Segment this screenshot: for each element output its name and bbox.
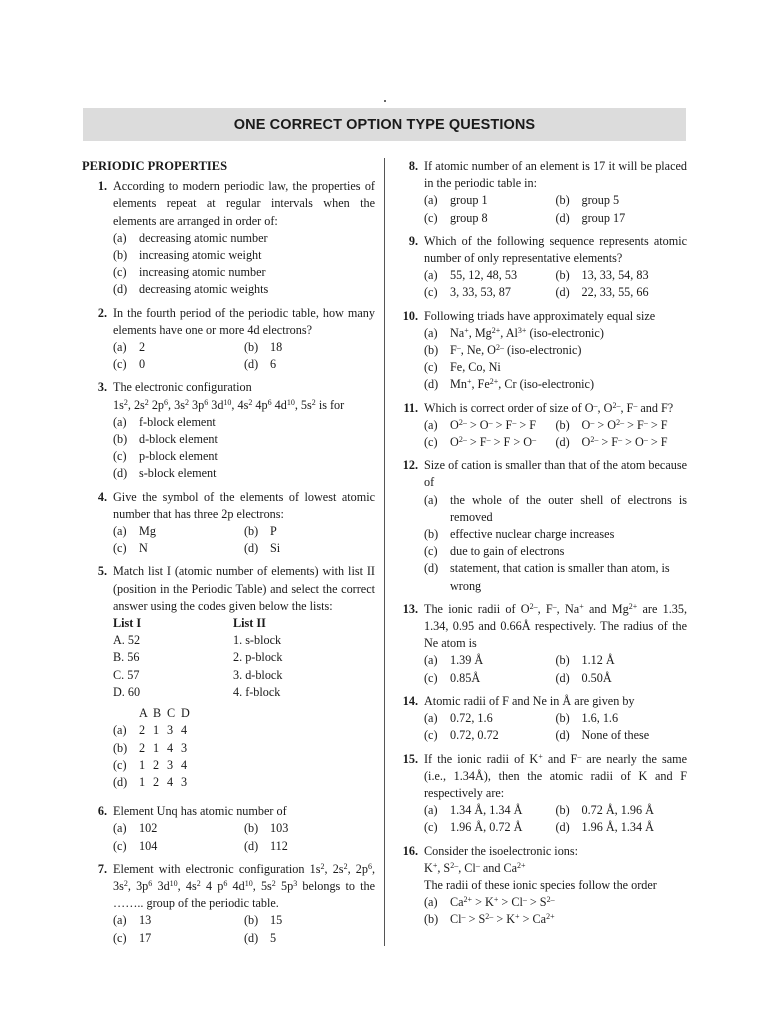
option-c[interactable]: (c) 0.85Å xyxy=(424,670,481,685)
option-d[interactable]: (d) 1.96 Å, 1.34 Å xyxy=(555,820,654,835)
option-b[interactable]: (b) 0.72 Å, 1.96 Å xyxy=(555,803,654,818)
question-number: 1. xyxy=(97,179,107,194)
question-stem: Element with electronic configuration $1s^2$, $2s^2$, $2p^6$, $3s^2$, $3p^6$ $3d^{10}$, $4s^2$ 4 $p^6$ $4d^{10}$, $5s^2$ $5p^3$ belongs to the …….. group of the periodic table. xyxy=(113,861,376,911)
question-stem-continued: The radii of these ionic species follow the order xyxy=(424,877,657,892)
question-8 xyxy=(393,158,687,227)
question-number: 13. xyxy=(402,601,418,616)
question-stem: Element Unq has atomic number of xyxy=(113,804,287,819)
option-a[interactable]: (a) 1.34 Å, 1.34 Å xyxy=(424,803,523,818)
option-a[interactable]: (a) 1.39 Å xyxy=(424,653,484,668)
option-d[interactable]: (d) Si xyxy=(244,541,281,556)
question-7 xyxy=(82,861,375,947)
option-b[interactable]: (b) 18 xyxy=(244,340,283,355)
question-stem: Which of the following sequence represents atomic number of only representative elements? xyxy=(424,233,687,266)
question-stem: The ionic radii of $O^{2-}$, F–, Na+ and $Mg^{2+}$ are 1.35, 1.34, 0.95 and 0.66Å respectively. The radius of the Ne atom is xyxy=(424,601,687,651)
option-c[interactable]: (c) p-block element xyxy=(113,449,218,464)
list-1-item: A. 52 xyxy=(113,633,141,648)
question-number: 4. xyxy=(97,489,107,504)
question-stem: The electronic configuration xyxy=(113,380,252,395)
column-divider xyxy=(384,158,385,946)
option-d[interactable]: (d) decreasing atomic weights xyxy=(113,282,269,297)
option-a[interactable]: (a) 2 xyxy=(113,340,146,355)
question-stem: If the ionic radii of K+ and F– are nearly the same (i.e., 1.34Å), then the atomic radii of K and F respectively are: xyxy=(424,751,687,800)
list-1-item: D. 60 xyxy=(113,684,141,699)
question-16 xyxy=(393,843,687,929)
option-b[interactable]: (b) $Cl^- > S^{2-} > K^+ > Ca^{2+}$ xyxy=(424,912,555,927)
question-number: 3. xyxy=(97,380,107,395)
question-stem: Size of cation is smaller than that of the atom because of xyxy=(424,458,687,490)
option-b[interactable]: (b) 15 xyxy=(244,913,283,928)
question-14 xyxy=(393,693,687,745)
option-b[interactable]: (b) 1.6, 1.6 xyxy=(555,711,619,726)
question-number: 11. xyxy=(403,400,418,415)
match-lists xyxy=(113,615,375,701)
question-stem: Atomic radii of F and Ne in Å are given by xyxy=(424,693,635,708)
section-title: PERIODIC PROPERTIES xyxy=(82,159,228,173)
option-c[interactable]: (c) increasing atomic number xyxy=(113,265,266,280)
list-2-item: 1. s-block xyxy=(233,633,282,648)
option-a[interactable]: (a) $Ca^{2+} > K^+ > Cl^- > S^{2-}$ xyxy=(424,895,555,910)
option-b[interactable]: (b) F–, Ne, $O^{2-}$ (iso-electronic) xyxy=(424,343,582,358)
question-4 xyxy=(82,489,375,558)
list-2-item: 4. f-block xyxy=(233,684,281,699)
question-stem: Which is correct order of size of O–, $O^{2-}$, F– and F? xyxy=(424,400,674,415)
question-12 xyxy=(393,457,687,595)
option-a[interactable]: (a) group 1 xyxy=(424,193,488,208)
option-a[interactable]: (a) Na+, $Mg^{2+}$, $Al^{3+}$ (iso-electronic) xyxy=(424,325,604,340)
question-3 xyxy=(82,379,375,482)
option-b[interactable]: (b) 1.12 Å xyxy=(555,653,615,668)
question-number: 16. xyxy=(402,843,418,858)
option-a[interactable]: (a) f-block element xyxy=(113,414,216,429)
question-13 xyxy=(393,601,687,687)
option-d[interactable]: (d) 5 xyxy=(244,930,277,945)
list-2-item: 3. d-block xyxy=(233,667,283,682)
option-d[interactable]: (d) 6 xyxy=(244,357,277,372)
option-d[interactable]: (d) 0.50Å xyxy=(555,670,612,685)
option-c[interactable]: (c) due to gain of electrons xyxy=(424,544,565,559)
question-stem: Consider the isoelectronic ions: xyxy=(424,843,579,858)
question-stem: Give the symbol of the elements of lowest atomic number that has three 2p electrons: xyxy=(113,489,375,521)
option-a[interactable]: (a) 55, 12, 48, 53 xyxy=(424,268,518,283)
option-b[interactable]: (b) P xyxy=(244,524,277,539)
option-b[interactable]: (b) increasing atomic weight xyxy=(113,248,262,263)
option-a[interactable]: (a) the whole of the outer shell of electrons is removed xyxy=(424,492,687,524)
question-number: 5. xyxy=(97,564,107,579)
list-2-item: 2. p-block xyxy=(233,650,283,665)
option-c[interactable]: (c) 1 2 3 4 xyxy=(113,757,188,772)
question-15 xyxy=(393,751,687,837)
codes-header: A B C D xyxy=(139,706,190,721)
option-b[interactable]: (b) 13, 33, 54, 83 xyxy=(555,268,649,283)
question-number: 6. xyxy=(97,804,107,819)
question-stem: According to modern periodic law, the properties of elements repeat at regular intervals when the elements are arranged in order of: xyxy=(113,179,375,228)
section-banner xyxy=(83,108,686,141)
option-d[interactable]: (d) statement, that cation is smaller than atom, is wrong xyxy=(424,561,670,593)
option-c[interactable]: (c) 1.96 Å, 0.72 Å xyxy=(424,820,523,835)
option-b[interactable]: (b) effective nuclear charge increases xyxy=(424,527,615,542)
option-b[interactable]: (b) $O^- > O^{2-} > F^- > F$ xyxy=(555,417,668,432)
banner-title: ONE CORRECT OPTION TYPE QUESTIONS xyxy=(233,116,536,133)
option-b[interactable]: (b) 103 xyxy=(244,821,289,836)
option-d[interactable]: (d) 112 xyxy=(244,838,288,853)
list-1-item: C. 57 xyxy=(113,667,140,682)
option-c[interactable]: (c) 0.72, 0.72 xyxy=(424,728,499,743)
right-column xyxy=(393,158,687,935)
question-number: 10. xyxy=(402,308,418,323)
option-c[interactable]: (c) N xyxy=(113,541,148,556)
option-d[interactable]: (d) Mn+, $Fe^{2+}$, Cr (iso-electronic) xyxy=(424,377,595,392)
left-column xyxy=(82,158,375,953)
option-c[interactable]: (c) Fe, Co, Ni xyxy=(424,360,501,375)
question-number: 12. xyxy=(402,458,418,473)
list-2-title: List II xyxy=(233,616,266,631)
option-b[interactable]: (b) 2 1 4 3 xyxy=(113,740,188,755)
option-b[interactable]: (b) group 5 xyxy=(555,193,620,208)
question-10 xyxy=(393,308,687,394)
option-a[interactable]: (a) Mg xyxy=(113,524,156,539)
option-c[interactable]: (c) 0 xyxy=(113,357,146,372)
question-11 xyxy=(393,400,687,452)
option-b[interactable]: (b) d-block element xyxy=(113,432,218,447)
option-c[interactable]: (c) 17 xyxy=(113,930,152,945)
option-a[interactable]: (a) decreasing atomic number xyxy=(113,230,268,245)
list-1-title: List I xyxy=(113,616,142,631)
question-number: 14. xyxy=(402,693,418,708)
question-2 xyxy=(82,305,375,374)
option-d[interactable]: (d) group 17 xyxy=(555,210,626,225)
question-stem: If atomic number of an element is 17 it will be placed in the periodic table in: xyxy=(424,159,687,191)
option-c[interactable]: (c) $O^{2-} > F^- > F > O^-$ xyxy=(424,435,537,450)
question-number: 9. xyxy=(408,233,418,248)
option-a[interactable]: (a) $O^{2-} > O^- > F^- > F$ xyxy=(424,417,537,432)
page-mark xyxy=(384,100,386,102)
option-d[interactable]: (d) 1 2 4 3 xyxy=(113,774,188,789)
list-1-item: B. 56 xyxy=(113,650,140,665)
question-number: 8. xyxy=(408,159,418,173)
option-c[interactable]: (c) 3, 33, 53, 87 xyxy=(424,285,511,300)
option-d[interactable]: (d) $O^{2-} > F^- > O^- > F$ xyxy=(555,435,668,450)
question-1 xyxy=(82,178,375,298)
option-a[interactable]: (a) 102 xyxy=(113,821,158,836)
ion-list: K+, $S^{2-}$, Cl– and $Ca^{2+}$ xyxy=(424,860,526,875)
option-d[interactable]: (d) s-block element xyxy=(113,466,217,481)
question-stem: Match list I (atomic number of elements) with list II (position in the Periodic Table) and select the correct answer using the codes given below the lists: xyxy=(113,564,375,613)
option-c[interactable]: (c) 104 xyxy=(113,838,158,853)
question-number: 7. xyxy=(97,861,107,876)
option-c[interactable]: (c) group 8 xyxy=(424,210,488,225)
option-a[interactable]: (a) 2 1 3 4 xyxy=(113,723,188,738)
question-5 xyxy=(82,563,375,791)
option-d[interactable]: (d) 22, 33, 55, 66 xyxy=(555,285,649,300)
option-d[interactable]: (d) None of these xyxy=(555,728,650,743)
option-a[interactable]: (a) 0.72, 1.6 xyxy=(424,711,493,726)
question-number: 15. xyxy=(402,751,418,766)
question-number: 2. xyxy=(97,305,107,320)
question-stem: In the fourth period of the periodic table, how many elements have one or more 4d electrons? xyxy=(113,305,375,337)
option-a[interactable]: (a) 13 xyxy=(113,913,152,928)
question-9 xyxy=(393,233,687,302)
question-stem: Following triads have approximately equal size xyxy=(424,308,656,323)
electron-configuration: $1s^2$, $2s^2$ $2p^6$, $3s^2$ $3p^6$ $3d^{10}$, $4s^2$ $4p^6$ $4d^{10}$, $5s^2$ is for xyxy=(113,397,345,412)
question-6 xyxy=(82,803,375,855)
